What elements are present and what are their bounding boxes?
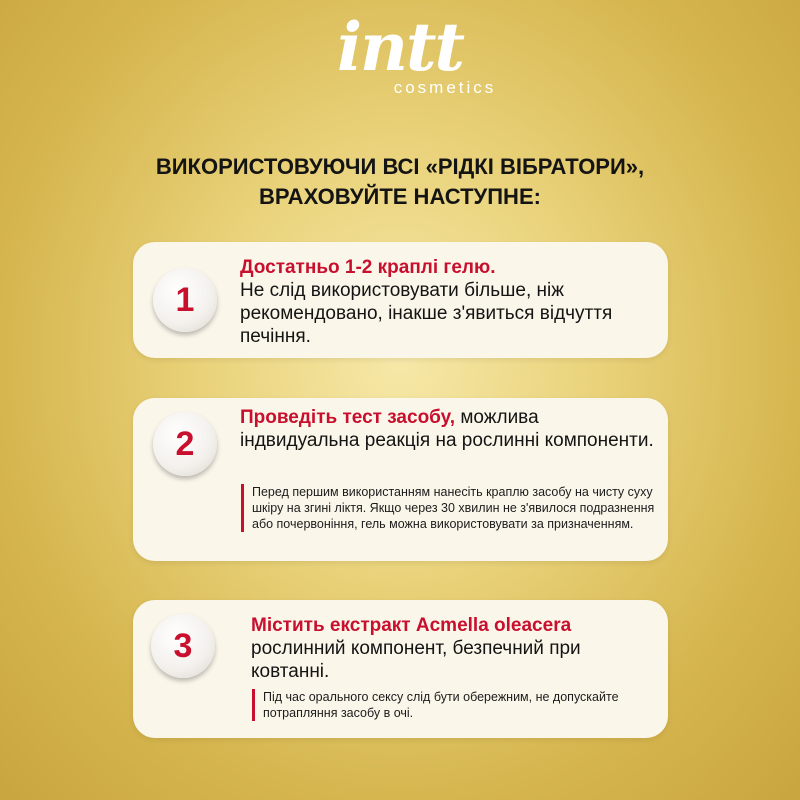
tip-card-2 xyxy=(133,398,668,561)
logo-wordmark: intt xyxy=(336,8,464,86)
tip-title: Містить екстракт Acmella oleacera xyxy=(251,615,572,636)
tip-title: Достатньо 1-2 краплі гелю. xyxy=(240,257,496,278)
step-number-badge: 3 xyxy=(151,614,215,678)
tip-card-3 xyxy=(133,600,668,738)
tip-main-text xyxy=(251,614,651,683)
tip-card-1 xyxy=(133,242,668,358)
page-heading xyxy=(0,152,800,212)
tip-note: Перед першим використанням нанесіть краплю засобу на чисту суху шкіру на згині ліктя. Якщо через 30 хвилин не з'явилося подразнення або почервоніння, гель можна використовувати за призначенням. xyxy=(241,484,662,532)
heading-line-2: ВРАХОВУЙТЕ НАСТУПНЕ: xyxy=(259,184,541,209)
tip-main-text xyxy=(240,406,660,452)
heading-line-1: ВИКОРИСТОВУЮЧИ ВСІ «РІДКІ ВІБРАТОРИ», xyxy=(155,154,645,179)
tip-body: Не слід використовувати більше, ніж рекомендовано, інакше з'явиться відчуття печіння. xyxy=(240,280,613,347)
tip-main-text xyxy=(240,256,660,348)
tip-note: Під час орального сексу слід бути обережним, не допускайте потрапляння засобу в очі. xyxy=(252,689,663,721)
brand-logo xyxy=(0,8,800,98)
tip-title: Проведіть тест засобу, xyxy=(240,407,456,428)
tip-body: рослинний компонент, безпечний при ковтанні. xyxy=(251,638,581,682)
step-number-badge: 2 xyxy=(153,412,217,476)
tip-body: можлива індвидуальна реакція на рослинні компоненти. xyxy=(240,407,654,451)
logo-subtitle: cosmetics xyxy=(393,78,497,97)
step-number-badge: 1 xyxy=(153,268,217,332)
